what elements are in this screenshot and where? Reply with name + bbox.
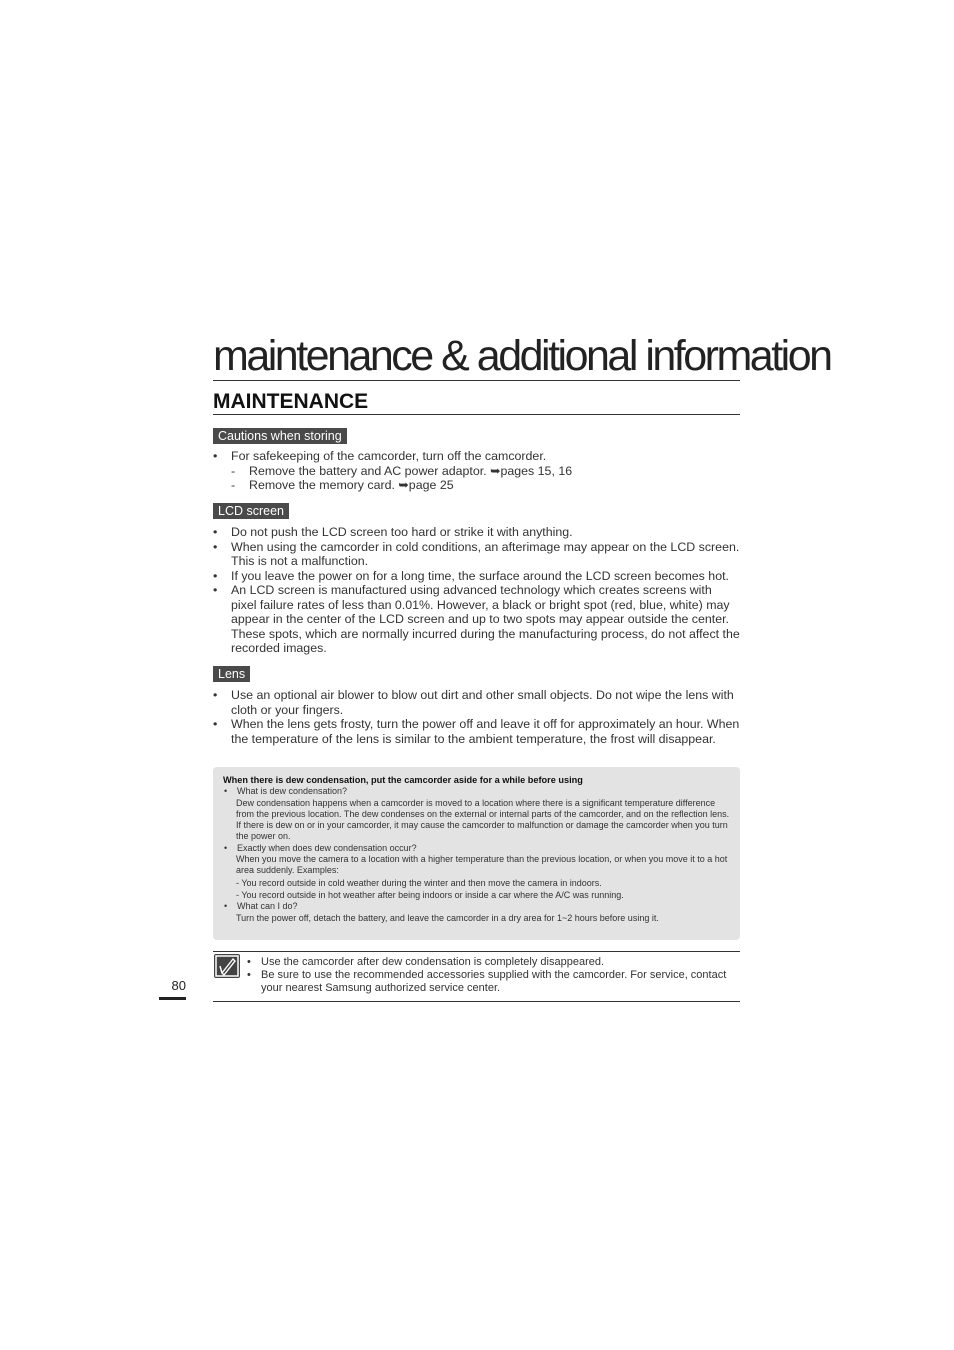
storing-label: Cautions when storing — [213, 428, 347, 444]
dew-example: - You record outside in cold weather during the winter and then move the camera in indoors. — [236, 877, 602, 888]
list-item: • If you leave the power on for a long time, the surface around the LCD screen becomes hot. — [213, 568, 729, 583]
dew-answer: Dew condensation happens when a camcorder is moved to a location where there is a significant temperature difference from the previous location. The dew condenses on the external or internal parts of the camcorder, and on the reflection lens. If there is dew on or in your camcorder, it may cause the camcorder to malfunction or damage the camcorder when you turn the power on. — [236, 797, 730, 842]
dew-example: - You record outside in hot weather after being indoors or inside a car where the A/C was running. — [236, 889, 624, 900]
list-item: • An LCD screen is manufactured using advanced technology which creates screens with pixel failure rates of less than 0.01%. However, a black or bright spot (red, blue, white) may appear in the center of the LCD screen and up to two spots may appear outside the center. These spots, which are normally incurred during the manufacturing process, do not affect the recorded images. — [213, 583, 740, 655]
lcd-label: LCD screen — [213, 503, 289, 519]
section-lcd — [213, 502, 740, 656]
chapter-title: maintenance & additional information — [213, 332, 831, 380]
list-item: • Do not push the LCD screen too hard or strike it with anything. — [213, 525, 573, 539]
dew-answer: Turn the power off, detach the battery, and leave the camcorder in a dry area for 1~2 hours before using it. — [236, 912, 659, 923]
dew-heading: When there is dew condensation, put the camcorder aside for a while before using — [223, 775, 583, 785]
list-item: • Be sure to use the recommended accessories supplied with the camcorder. For service, contact your nearest Samsung authorized service center. — [247, 969, 727, 994]
list-item: • Use the camcorder after dew condensation is completely disappeared. — [247, 956, 605, 968]
section-title: MAINTENANCE — [213, 390, 740, 415]
tip-box — [213, 951, 740, 1002]
dew-question: • What can I do? — [224, 901, 298, 912]
list-item: - Remove the battery and AC power adaptor. ➥pages 15, 16 — [231, 463, 573, 478]
page-number: 80 — [159, 978, 186, 1000]
dew-note-box — [213, 767, 740, 940]
section-lens — [213, 665, 740, 746]
dew-question: • What is dew condensation? — [224, 786, 348, 797]
list-item: • For safekeeping of the camcorder, turn off the camcorder. — [213, 449, 547, 463]
list-item: • Use an optional air blower to blow out dirt and other small objects. Do not wipe the lens with cloth or your fingers. — [213, 688, 734, 717]
list-item: - Remove the memory card. ➥page 25 — [231, 478, 454, 492]
section-storing — [213, 427, 740, 493]
note-pencil-icon — [214, 954, 240, 978]
list-item: • When the lens gets frosty, turn the power off and leave it off for approximately an hour. When the temperature of the lens is similar to the ambient temperature, the frost will disappear. — [213, 717, 740, 746]
lens-label: Lens — [213, 666, 250, 682]
list-item: • When using the camcorder in cold conditions, an afterimage may appear on the LCD screen. This is not a malfunction. — [213, 539, 740, 568]
dew-answer: When you move the camera to a location with a higher temperature than the previous location, or when you move it to a hot area suddenly. Examples: — [236, 854, 728, 876]
dew-question: • Exactly when does dew condensation occur? — [224, 842, 417, 853]
